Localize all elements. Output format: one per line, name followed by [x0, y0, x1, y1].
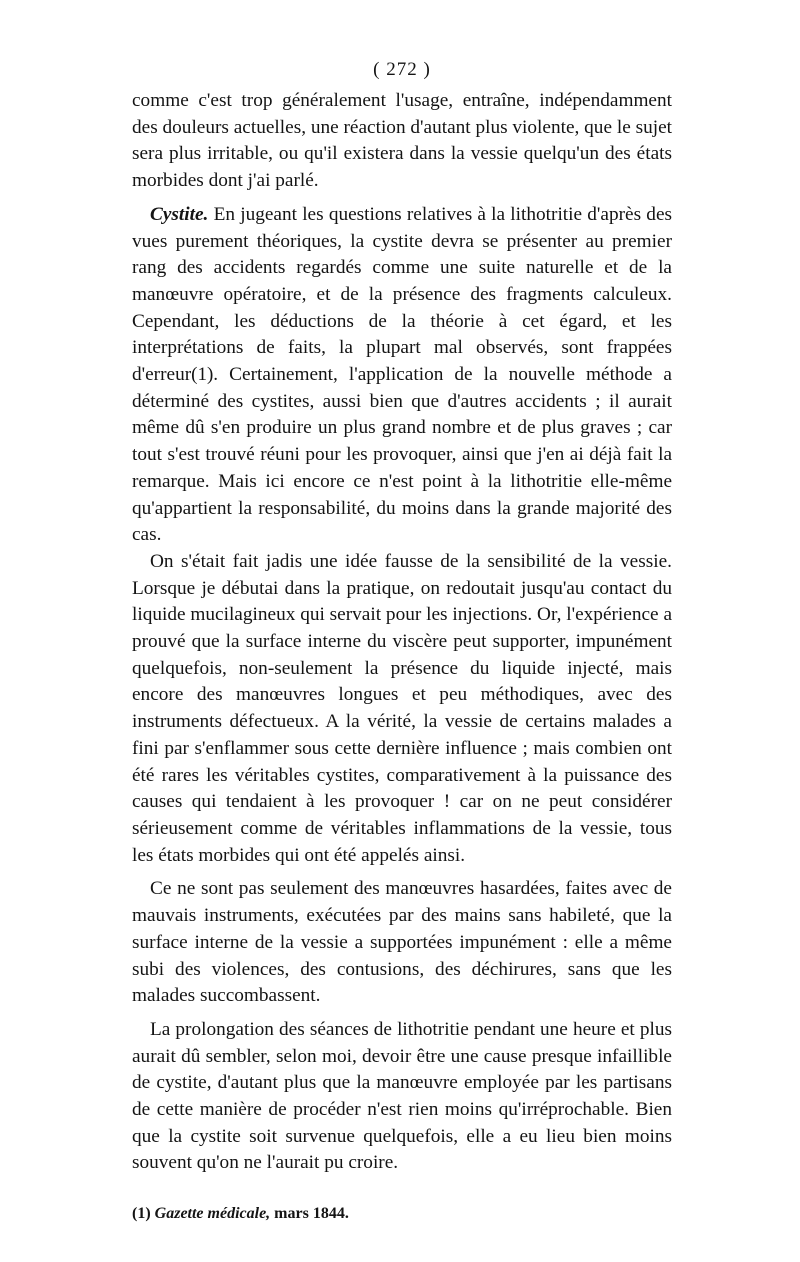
paragraph: Ce ne sont pas seulement des manœuvres hasardées, faites avec de mauvais instruments, exécutées par des mains sans habileté, que la surface interne de la vessie a supportées impunément : elle a même subi des violences, des contusions, des déchirures, sans que les malades succombassent. [132, 878, 672, 1007]
paragraph-cystite [132, 202, 672, 549]
page-number: ( 272 ) [373, 59, 431, 80]
book-page [132, 58, 672, 1225]
footnote [132, 1203, 672, 1225]
paragraph: On s'était fait jadis une idée fausse de la sensibilité de la vessie. Lorsque je débutai dans la pratique, on redoutait jusqu'au contact du liquide mucilagineux qui servait pour les injections. Or, l'expérience a prouvé que la surface interne du viscère peut supporter, impunément quelquefois, non-seulement la présence du liquide injecté, mais encore des manœuvres longues et peu méthodiques, avec des instruments défectueux. A la vérité, la vessie de certains malades a fini par s'enflammer sous cette dernière influence ; mais combien ont été rares les véritables cystites, comparativement à la puissance des causes qui tendaient à les provoquer ! car on ne peut considérer sérieusement comme de véritables inflammations de la vessie, tous les états morbides qui ont été appelés ainsi. [132, 550, 672, 866]
footnote-reference: (1) [191, 364, 214, 386]
section-lead: Cystite. [150, 203, 209, 225]
paragraph-text-part: . Certainement, l'application de la nouvelle méthode a déterminé des cystites, aussi bien que d'autres accidents ; il aurait même dû s'en produire un plus grand nombre et de plus graves ; car tout s'est trouvé réuni pour les provoquer, ainsi que j'en ai déjà fait la remarque. Mais ici encore ce n'est point à la lithotritie elle-même qu'appartient la responsabilité, du moins dans la grande majorité des cas. [132, 364, 672, 546]
footnote-source: Gazette médicale, [154, 1205, 271, 1223]
paragraph-text-part: En jugeant les questions relatives à la lithotritie d'après des vues purement théoriques, la cystite devra se présenter au premier rang des accidents regardés comme une suite naturelle et de la manœuvre opératoire, et de la présence des fragments calculeux. Cependant, les déductions de la théorie à cet égard, et les interprétations de faits, la plupart mal observés, sont frappées d'erreur [132, 203, 672, 386]
footnote-date: mars 1844. [270, 1205, 349, 1223]
footnote-marker: (1) [132, 1205, 151, 1223]
paragraph-continued: comme c'est trop généralement l'usage, entraîne, indépendamment des douleurs actuelles, une réaction d'autant plus violente, que le sujet sera plus irritable, ou qu'il existera dans la vessie quelqu'un des états morbides dont j'ai parlé. [132, 90, 672, 192]
body-text [132, 88, 672, 1177]
paragraph: La prolongation des séances de lithotritie pendant une heure et plus aurait dû sembler, selon moi, devoir être une cause presque infaillible de cystite, d'autant plus que la manœuvre employée par les partisans de cette manière de procéder n'est rien moins qu'irréprochable. Bien que la cystite soit survenue quelquefois, elle a eu lieu bien moins souvent qu'on ne l'aurait pu croire. [132, 1018, 672, 1174]
